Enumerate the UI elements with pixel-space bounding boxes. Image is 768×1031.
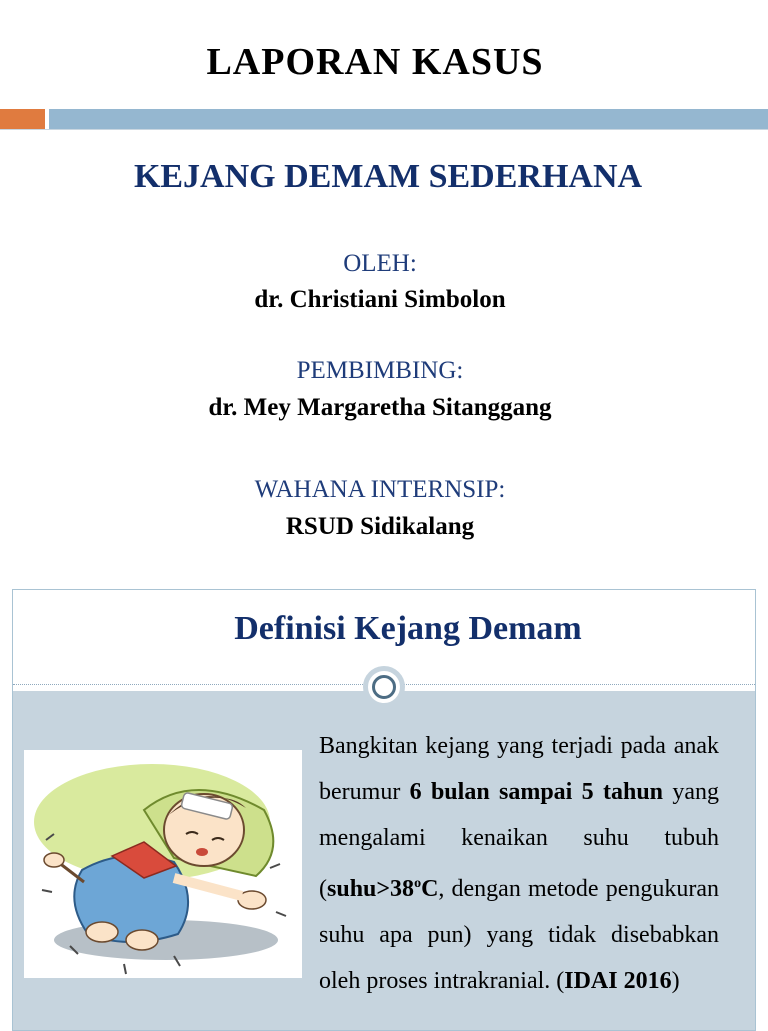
definition-slide: [12, 589, 756, 1031]
institution-name: RSUD Sidikalang: [285, 513, 475, 540]
divider-line: [0, 129, 768, 130]
definition-title: Definisi Kejang Demam: [234, 610, 582, 647]
slide-subtitle: KEJANG DEMAM SEDERHANA: [133, 158, 643, 195]
author-name: dr. Christiani Simbolon: [254, 286, 506, 313]
definition-text: Bangkitan kejang yang terjadi pada anak berumur 6 bulan sampai 5 tahun yang mengalami kenaikan suhu tubuh ($suhu>38^oC$, dengan metode pengukuran suhu apa pun) yang tidak disebabkan oleh proses intrakranial. (IDAI 2016): [319, 733, 720, 994]
accent-bar-blue: [49, 109, 768, 129]
institution-label: WAHANA INTERNSIP:: [254, 476, 506, 503]
accent-bar-orange: [0, 109, 45, 129]
supervisor-label: PEMBIMBING:: [296, 357, 464, 384]
supervisor-name: dr. Mey Margaretha Sitanggang: [208, 394, 552, 421]
slide-title: LAPORAN KASUS: [206, 41, 544, 83]
circle-ornament-icon: [363, 666, 405, 708]
author-label: OLEH:: [343, 250, 417, 277]
feverish-child-illustration: [24, 750, 302, 978]
